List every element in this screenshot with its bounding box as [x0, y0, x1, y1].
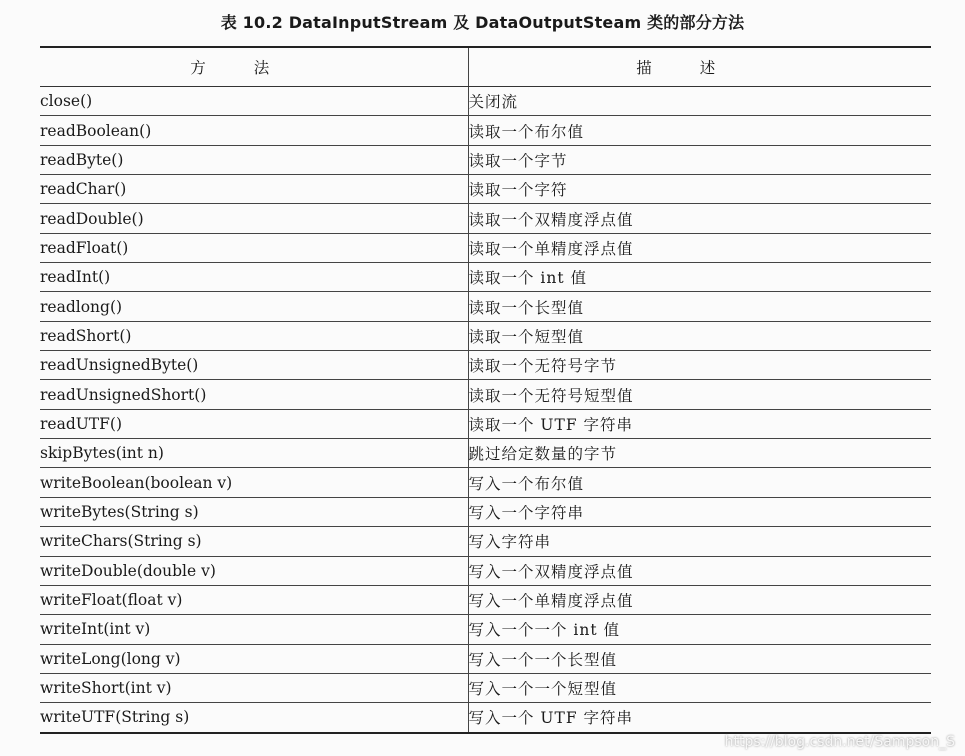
method-cell: readUnsignedByte() [40, 351, 468, 380]
methods-table [40, 46, 931, 734]
table-row [40, 204, 931, 233]
method-cell: readInt() [40, 263, 468, 292]
table-row [40, 409, 931, 438]
method-cell: readUnsignedShort() [40, 380, 468, 409]
method-cell: writeBoolean(boolean v) [40, 468, 468, 497]
table-row [40, 556, 931, 585]
description-cell: 读取一个双精度浮点值 [468, 204, 931, 233]
table-row [40, 585, 931, 614]
table-row [40, 439, 931, 468]
table-caption: 表 10.2 DataInputStream 及 DataOutputSteam 类的部分方法 [220, 13, 745, 32]
table-row [40, 145, 931, 174]
table-row [40, 87, 931, 116]
description-cell: 跳过给定数量的字节 [468, 439, 931, 468]
method-cell: writeInt(int v) [40, 615, 468, 644]
description-cell: 写入一个一个 int 值 [468, 615, 931, 644]
watermark-url: https://blog.csdn.net/Sampson_S [724, 734, 955, 750]
description-cell: 读取一个 UTF 字符串 [468, 409, 931, 438]
method-cell: readBoolean() [40, 116, 468, 145]
method-cell: readFloat() [40, 233, 468, 262]
description-cell: 写入一个单精度浮点值 [468, 585, 931, 614]
table-row [40, 116, 931, 145]
method-cell: readShort() [40, 321, 468, 350]
method-cell: readUTF() [40, 409, 468, 438]
table-row [40, 351, 931, 380]
description-cell: 写入一个双精度浮点值 [468, 556, 931, 585]
method-cell: readByte() [40, 145, 468, 174]
method-cell: writeLong(long v) [40, 644, 468, 673]
method-cell: writeChars(String s) [40, 527, 468, 556]
description-cell: 读取一个布尔值 [468, 116, 931, 145]
description-cell: 写入字符串 [468, 527, 931, 556]
table-row [40, 673, 931, 702]
table-row [40, 263, 931, 292]
table-row [40, 703, 931, 733]
description-cell: 读取一个无符号短型值 [468, 380, 931, 409]
table-row [40, 497, 931, 526]
method-cell: writeBytes(String s) [40, 497, 468, 526]
table-row [40, 292, 931, 321]
method-cell: readlong() [40, 292, 468, 321]
column-header-method: 方法 [40, 47, 468, 87]
table-row [40, 644, 931, 673]
description-cell: 读取一个字节 [468, 145, 931, 174]
table-row [40, 468, 931, 497]
description-cell: 写入一个 UTF 字符串 [468, 703, 931, 733]
description-cell: 关闭流 [468, 87, 931, 116]
description-cell: 读取一个长型值 [468, 292, 931, 321]
description-cell: 读取一个短型值 [468, 321, 931, 350]
method-cell: writeUTF(String s) [40, 703, 468, 733]
table-row [40, 321, 931, 350]
method-cell: writeShort(int v) [40, 673, 468, 702]
description-cell: 写入一个一个长型值 [468, 644, 931, 673]
description-cell: 写入一个字符串 [468, 497, 931, 526]
description-cell: 写入一个一个短型值 [468, 673, 931, 702]
description-cell: 读取一个单精度浮点值 [468, 233, 931, 262]
table-row [40, 380, 931, 409]
table-row [40, 175, 931, 204]
method-cell: readChar() [40, 175, 468, 204]
description-cell: 写入一个布尔值 [468, 468, 931, 497]
table-row [40, 233, 931, 262]
description-cell: 读取一个无符号字节 [468, 351, 931, 380]
table-header-row [40, 47, 931, 87]
description-cell: 读取一个 int 值 [468, 263, 931, 292]
method-cell: writeFloat(float v) [40, 585, 468, 614]
column-header-description: 描述 [468, 47, 931, 87]
table-row [40, 615, 931, 644]
table-row [40, 527, 931, 556]
method-cell: writeDouble(double v) [40, 556, 468, 585]
method-cell: close() [40, 87, 468, 116]
description-cell: 读取一个字符 [468, 175, 931, 204]
method-cell: readDouble() [40, 204, 468, 233]
method-cell: skipBytes(int n) [40, 439, 468, 468]
